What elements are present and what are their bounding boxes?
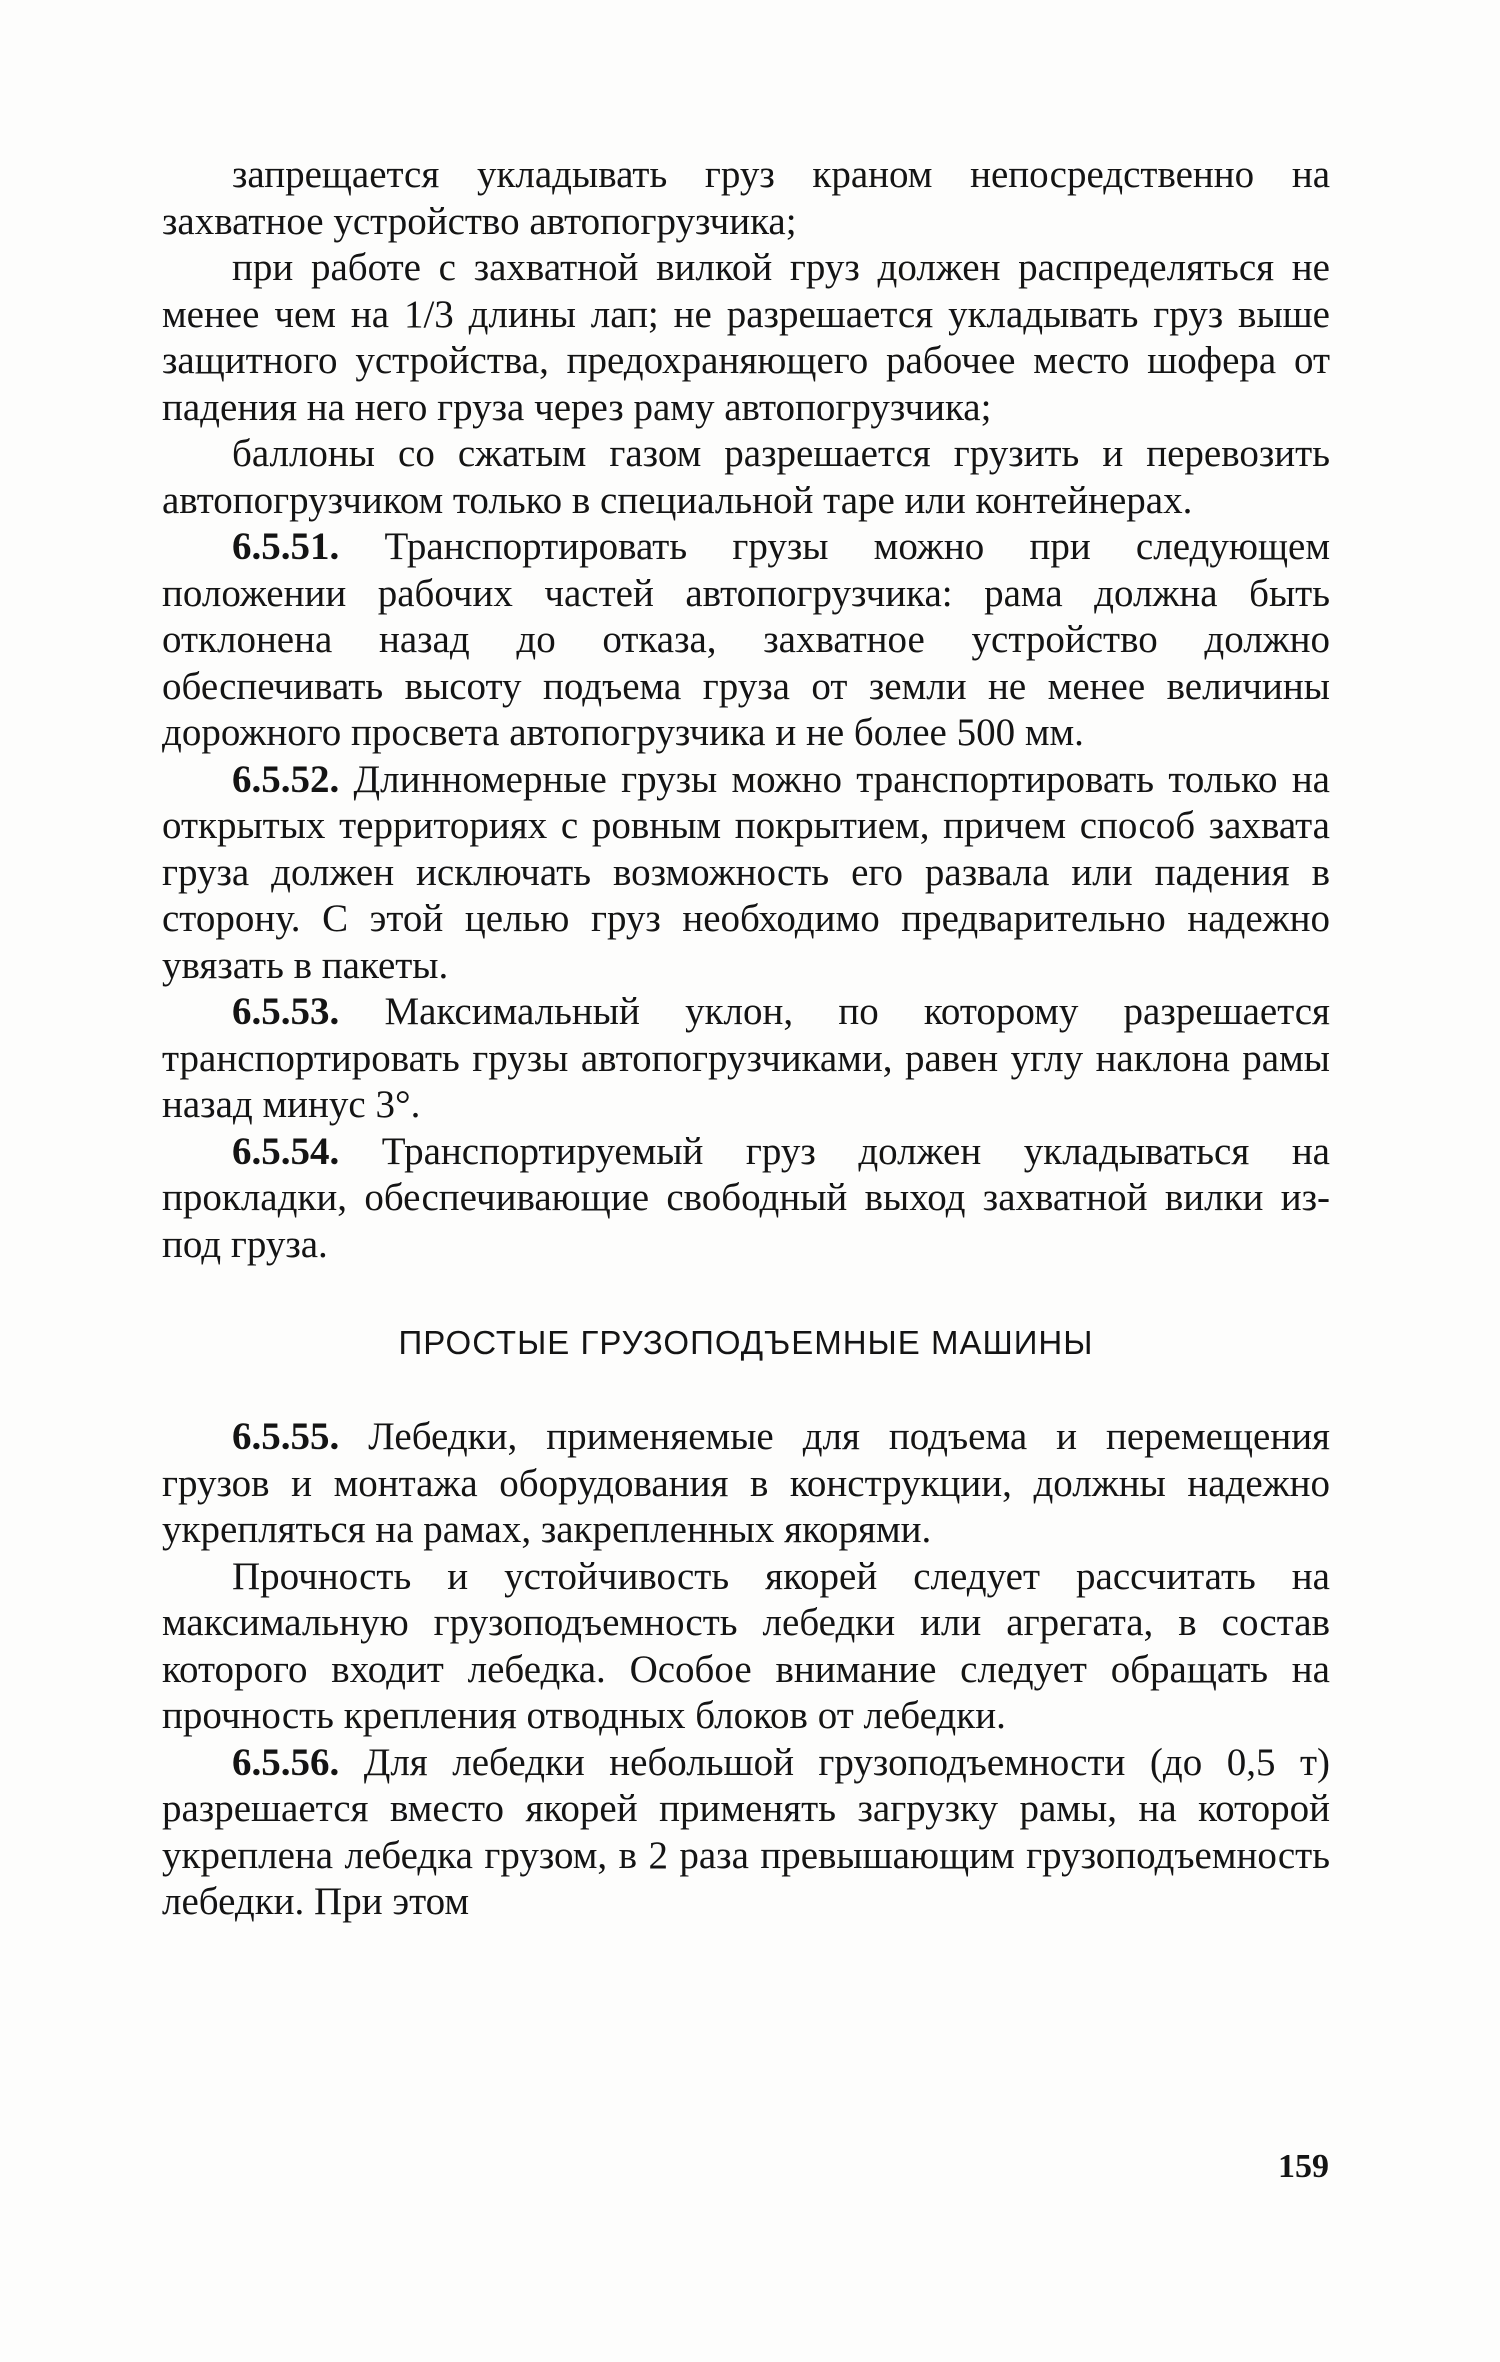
paragraph-3 [162, 431, 1330, 524]
clause-number: 6.5.55. [232, 1415, 340, 1458]
clause-number: 6.5.52. [232, 757, 340, 801]
paragraph-text: Для лебедки небольшой грузоподъемности (до 0,5 т) разрешается вместо якорей применять загрузку рамы, на которой укреплена лебедка грузом, в 2 раза превышающим грузоподъемность лебедки. При этом [162, 1740, 1330, 1923]
clause-number: 6.5.51. [232, 525, 340, 568]
page-number: 159 [1278, 2148, 1329, 2185]
clause-6-5-55 [162, 1414, 1330, 1554]
paragraph-anchors [162, 1554, 1330, 1740]
clause-number: 6.5.54. [232, 1129, 340, 1173]
clause-6-5-54 [162, 1129, 1330, 1269]
paragraph-text: запрещается укладывать груз краном непосредственно на захватное устройство автопогрузчика; [162, 153, 1330, 243]
clause-number: 6.5.53. [232, 990, 340, 1033]
clause-6-5-56 [162, 1740, 1330, 1926]
paragraph-text: Транспортировать грузы можно при следующем положении рабочих частей автопогрузчика: рама должна быть отклонена назад до отказа, захватное устройство должно обеспечивать высоту подъема груза от земли не менее величины дорожного просвета автопогрузчика и не более 500 мм. [162, 525, 1330, 754]
section-heading: ПРОСТЫЕ ГРУЗОПОДЪЕМНЫЕ МАШИНЫ [398, 1324, 1094, 1361]
clause-6-5-51 [162, 524, 1330, 757]
clause-6-5-53 [162, 989, 1330, 1129]
paragraph-text: Максимальный уклон, по которому разрешается транспортировать грузы автопогрузчиками, равен углу наклона рамы назад минус 3°. [162, 990, 1330, 1126]
paragraph-1 [162, 152, 1330, 245]
paragraph-text: при работе с захватной вилкой груз должен распределяться не менее чем на 1/3 длины лап; не разрешается укладывать груз выше защитного устройства, предохраняющего рабочее место шофера от падения на него груза через раму автопогрузчика; [162, 246, 1330, 429]
paragraph-text: Лебедки, применяемые для подъема и перемещения грузов и монтажа оборудования в конструкции, должны надежно укрепляться на рамах, закрепленных якорями. [162, 1415, 1330, 1551]
paragraph-text: Длинномерные грузы можно транспортировать только на открытых территориях с ровным покрытием, причем способ захвата груза должен исключать возможность его развала или падения в сторону. С этой целью груз необходимо предварительно надежно увязать в пакеты. [162, 757, 1330, 987]
clause-number: 6.5.56. [232, 1740, 340, 1784]
paragraph-text: Транспортируемый груз должен укладываться на прокладки, обеспечивающие свободный выход захватной вилки из-под груза. [162, 1129, 1330, 1266]
paragraph-text: Прочность и устойчивость якорей следует рассчитать на максимальную грузоподъемность лебедки или агрегата, в состав которого входит лебедка. Особое внимание следует обращать на прочность крепления отводных блоков от лебедки. [162, 1554, 1330, 1737]
paragraph-2 [162, 245, 1330, 431]
clause-6-5-52 [162, 757, 1330, 990]
paragraph-text: баллоны со сжатым газом разрешается грузить и перевозить автопогрузчиком только в специальной таре или контейнерах. [162, 432, 1330, 522]
text-column [162, 152, 1330, 1926]
